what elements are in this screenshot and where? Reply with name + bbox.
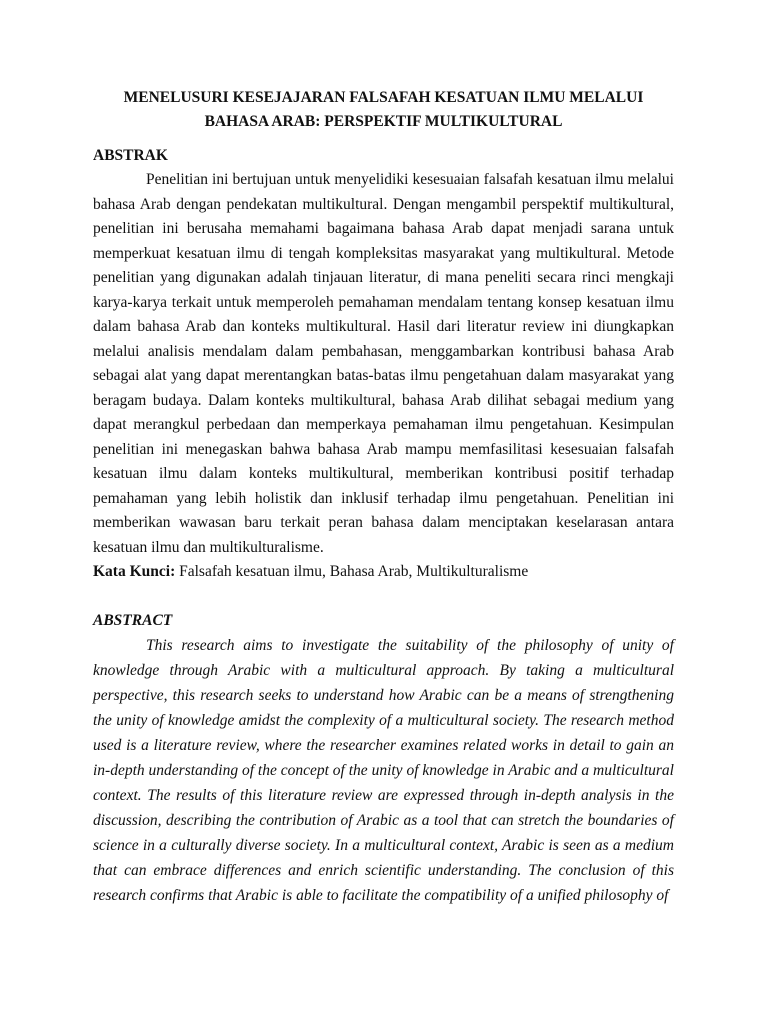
- abstract-heading: ABSTRACT: [93, 611, 173, 629]
- abstrak-heading: ABSTRAK: [93, 147, 168, 164]
- keywords-label: Kata Kunci:: [93, 563, 176, 580]
- paper-page: [93, 86, 674, 908]
- title-line-2: BAHASA ARAB: PERSPEKTIF MULTIKULTURAL: [204, 113, 563, 130]
- keywords-line: [93, 560, 674, 585]
- keywords-value: Falsafah kesatuan ilmu, Bahasa Arab, Multikulturalisme: [175, 563, 529, 580]
- paper-title: [93, 86, 674, 134]
- abstrak-body: Penelitian ini bertujuan untuk menyelidiki kesesuaian falsafah kesatuan ilmu melalui bahasa Arab dengan pendekatan multikultural. Dengan mengambil perspektif multikultural, penelitian ini berusaha memahami bagaimana bahasa Arab dapat menjadi sarana untuk memperkuat kesatuan ilmu di tengah kompleksitas masyarakat yang multikultural. Metode penelitian yang digunakan adalah tinjauan literatur, di mana peneliti secara rinci mengkaji karya-karya terkait untuk memperoleh pemahaman mendalam tentang konsep kesatuan ilmu dalam bahasa Arab dan konteks multikultural. Hasil dari literatur review ini diungkapkan melalui analisis mendalam dalam pembahasan, menggambarkan kontribusi bahasa Arab sebagai alat yang dapat merentangkan batas-batas ilmu pengetahuan dalam masyarakat yang beragam budaya. Dalam konteks multikultural, bahasa Arab dilihat sebagai medium yang dapat merangkul perbedaan dan memperkaya pemahaman ilmu pengetahuan. Kesimpulan penelitian ini menegaskan bahwa bahasa Arab mampu memfasilitasi kesesuaian falsafah kesatuan ilmu dalam konteks multikultural, memberikan kontribusi positif terhadap pemahaman yang lebih holistik dan inklusif terhadap ilmu pengetahuan. Penelitian ini memberikan wawasan baru terkait peran bahasa dalam menciptakan keselarasan antara kesatuan ilmu dan multikulturalisme.: [93, 171, 674, 556]
- abstract-body: This research aims to investigate the suitability of the philosophy of unity of knowledge through Arabic with a multicultural approach. By taking a multicultural perspective, this research seeks to understand how Arabic can be a means of strengthening the unity of knowledge amidst the complexity of a multicultural society. The research method used is a literature review, where the researcher examines related works in detail to gain an in-depth understanding of the concept of the unity of knowledge in Arabic and a multicultural context. The results of this literature review are expressed through in-depth analysis in the discussion, describing the contribution of Arabic as a tool that can stretch the boundaries of science in a culturally diverse society. In a multicultural context, Arabic is seen as a medium that can embrace differences and enrich scientific understanding. The conclusion of this research confirms that Arabic is able to facilitate the compatibility of a unified philosophy of: [93, 636, 674, 904]
- title-line-1: MENELUSURI KESEJAJARAN FALSAFAH KESATUAN ILMU MELALUI: [123, 89, 644, 106]
